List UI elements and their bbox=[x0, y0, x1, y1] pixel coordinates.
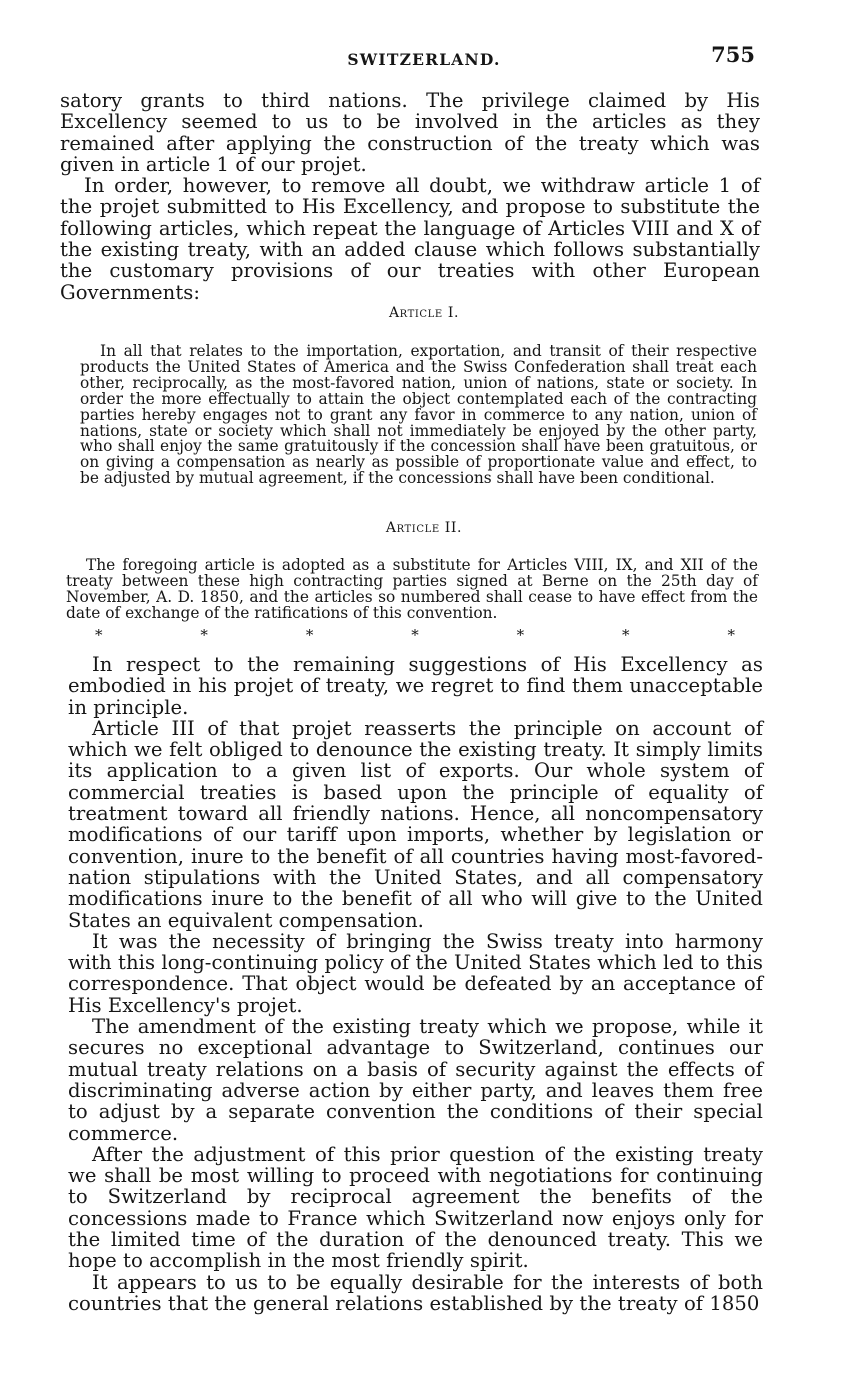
main-text-block bbox=[68, 654, 763, 1314]
asterisk: * bbox=[95, 626, 103, 644]
intro-paragraph-1: satory grants to third nations. The privilege claimed by His Excellency seemed to us to be involved in the articles as they remained after applying the construction of the treaty which was given in article 1 of our projet. bbox=[60, 89, 760, 176]
intro-block bbox=[60, 90, 760, 303]
article-2-text: The foregoing article is adopted as a substitute for Articles VIII, IX, and XII of the treaty between these high contracting parties signed at Berne on the 25th day of November, A. D. 1850, and the articles so numbered shall cease to have effect from the date of exchange of the ratifications of this convention. bbox=[66, 556, 758, 622]
running-head: SWITZERLAND. bbox=[347, 50, 501, 69]
body-paragraph-1: In respect to the remaining suggestions of His Excellency as embodied in his projet of treaty, we regret to find them unacceptable in principle. bbox=[68, 653, 763, 719]
body-paragraph-5: After the adjustment of this prior question of the existing treaty we shall be most willing to proceed with negotiations for continuing to Switzerland by reciprocal agreement the benefits of the concessions made to France which Switzerland now enjoys only for the limited time of the duration of the denounced treaty. This we hope to accomplish in the most friendly spirit. bbox=[68, 1142, 763, 1273]
body-paragraph-6: It appears to us to be equally desirable for the interests of both countries that the general relations established by the treaty of 1850 bbox=[68, 1270, 763, 1315]
page-number: 755 bbox=[711, 42, 755, 67]
asterisk: * bbox=[516, 626, 525, 644]
body-paragraph-3: It was the necessity of bringing the Swiss treaty into harmony with this long-continuing policy of the United States which led to this correspondence. That object would be defeated by an acceptance of His Excellency's projet. bbox=[68, 929, 763, 1017]
body-paragraph-2: Article III of that projet reasserts the principle on account of which we felt obliged to denounce the existing treaty. It simply limits its application to a given list of exports. Our whole system of commercial treaties is based upon the principle of equality of treatment toward all friendly nations. Hence, all noncompensatory modifications of our tariff upon imports, whether by legislation or convention, inure to the benefit of all countries having most-favored-nation stipulations with the United States, and all compensatory modifications inure to the benefit of all who will give to the United States an equivalent compensation. bbox=[68, 716, 763, 932]
article-1-heading: Article I. bbox=[388, 305, 460, 321]
body-paragraph-4: The amendment of the existing treaty which we propose, while it secures no exceptional advantage to Switzerland, continues our mutual treaty relations on a basis of security against the effects of discriminating adverse action by either party, and leaves them free to adjust by a separate convention the conditions of their special commerce. bbox=[68, 1015, 763, 1145]
asterisk: * bbox=[200, 626, 208, 644]
article-2-heading: Article II. bbox=[385, 520, 463, 536]
asterisk: * bbox=[305, 626, 314, 644]
page-header bbox=[0, 42, 848, 72]
intro-paragraph-2: In order, however, to remove all doubt, we withdraw article 1 of the projet submitted to His Excellency, and propose to substitute the following articles, which repeat the language of Articles VIII and X of the existing treaty, with an added clause which follows substantially the customary provisions of our treaties with other European Governments: bbox=[60, 174, 760, 304]
article-1-text: In all that relates to the importation, exportation, and transit of their respective products the United States of America and the Swiss Confederation shall treat each other, reciprocally, as the most-favored nation, union of nations, state or society. In order the more effectually to attain the object contemplated each of the contracting parties hereby engages not to grant any favor in commerce to any nation, union of nations, state or society which shall not immediately be enjoyed by the other party, who shall enjoy the same gratuitously if the concession shall have been gratuitous, or on giving a compensation as nearly as possible of proportionate value and effect, to be adjusted by mutual agreement, if the concessions shall have been conditional. bbox=[80, 342, 757, 488]
asterisk: * bbox=[727, 626, 735, 644]
asterisk: * bbox=[411, 626, 419, 644]
asterisk: * bbox=[622, 626, 630, 644]
ellipsis-asterisks bbox=[95, 626, 735, 644]
